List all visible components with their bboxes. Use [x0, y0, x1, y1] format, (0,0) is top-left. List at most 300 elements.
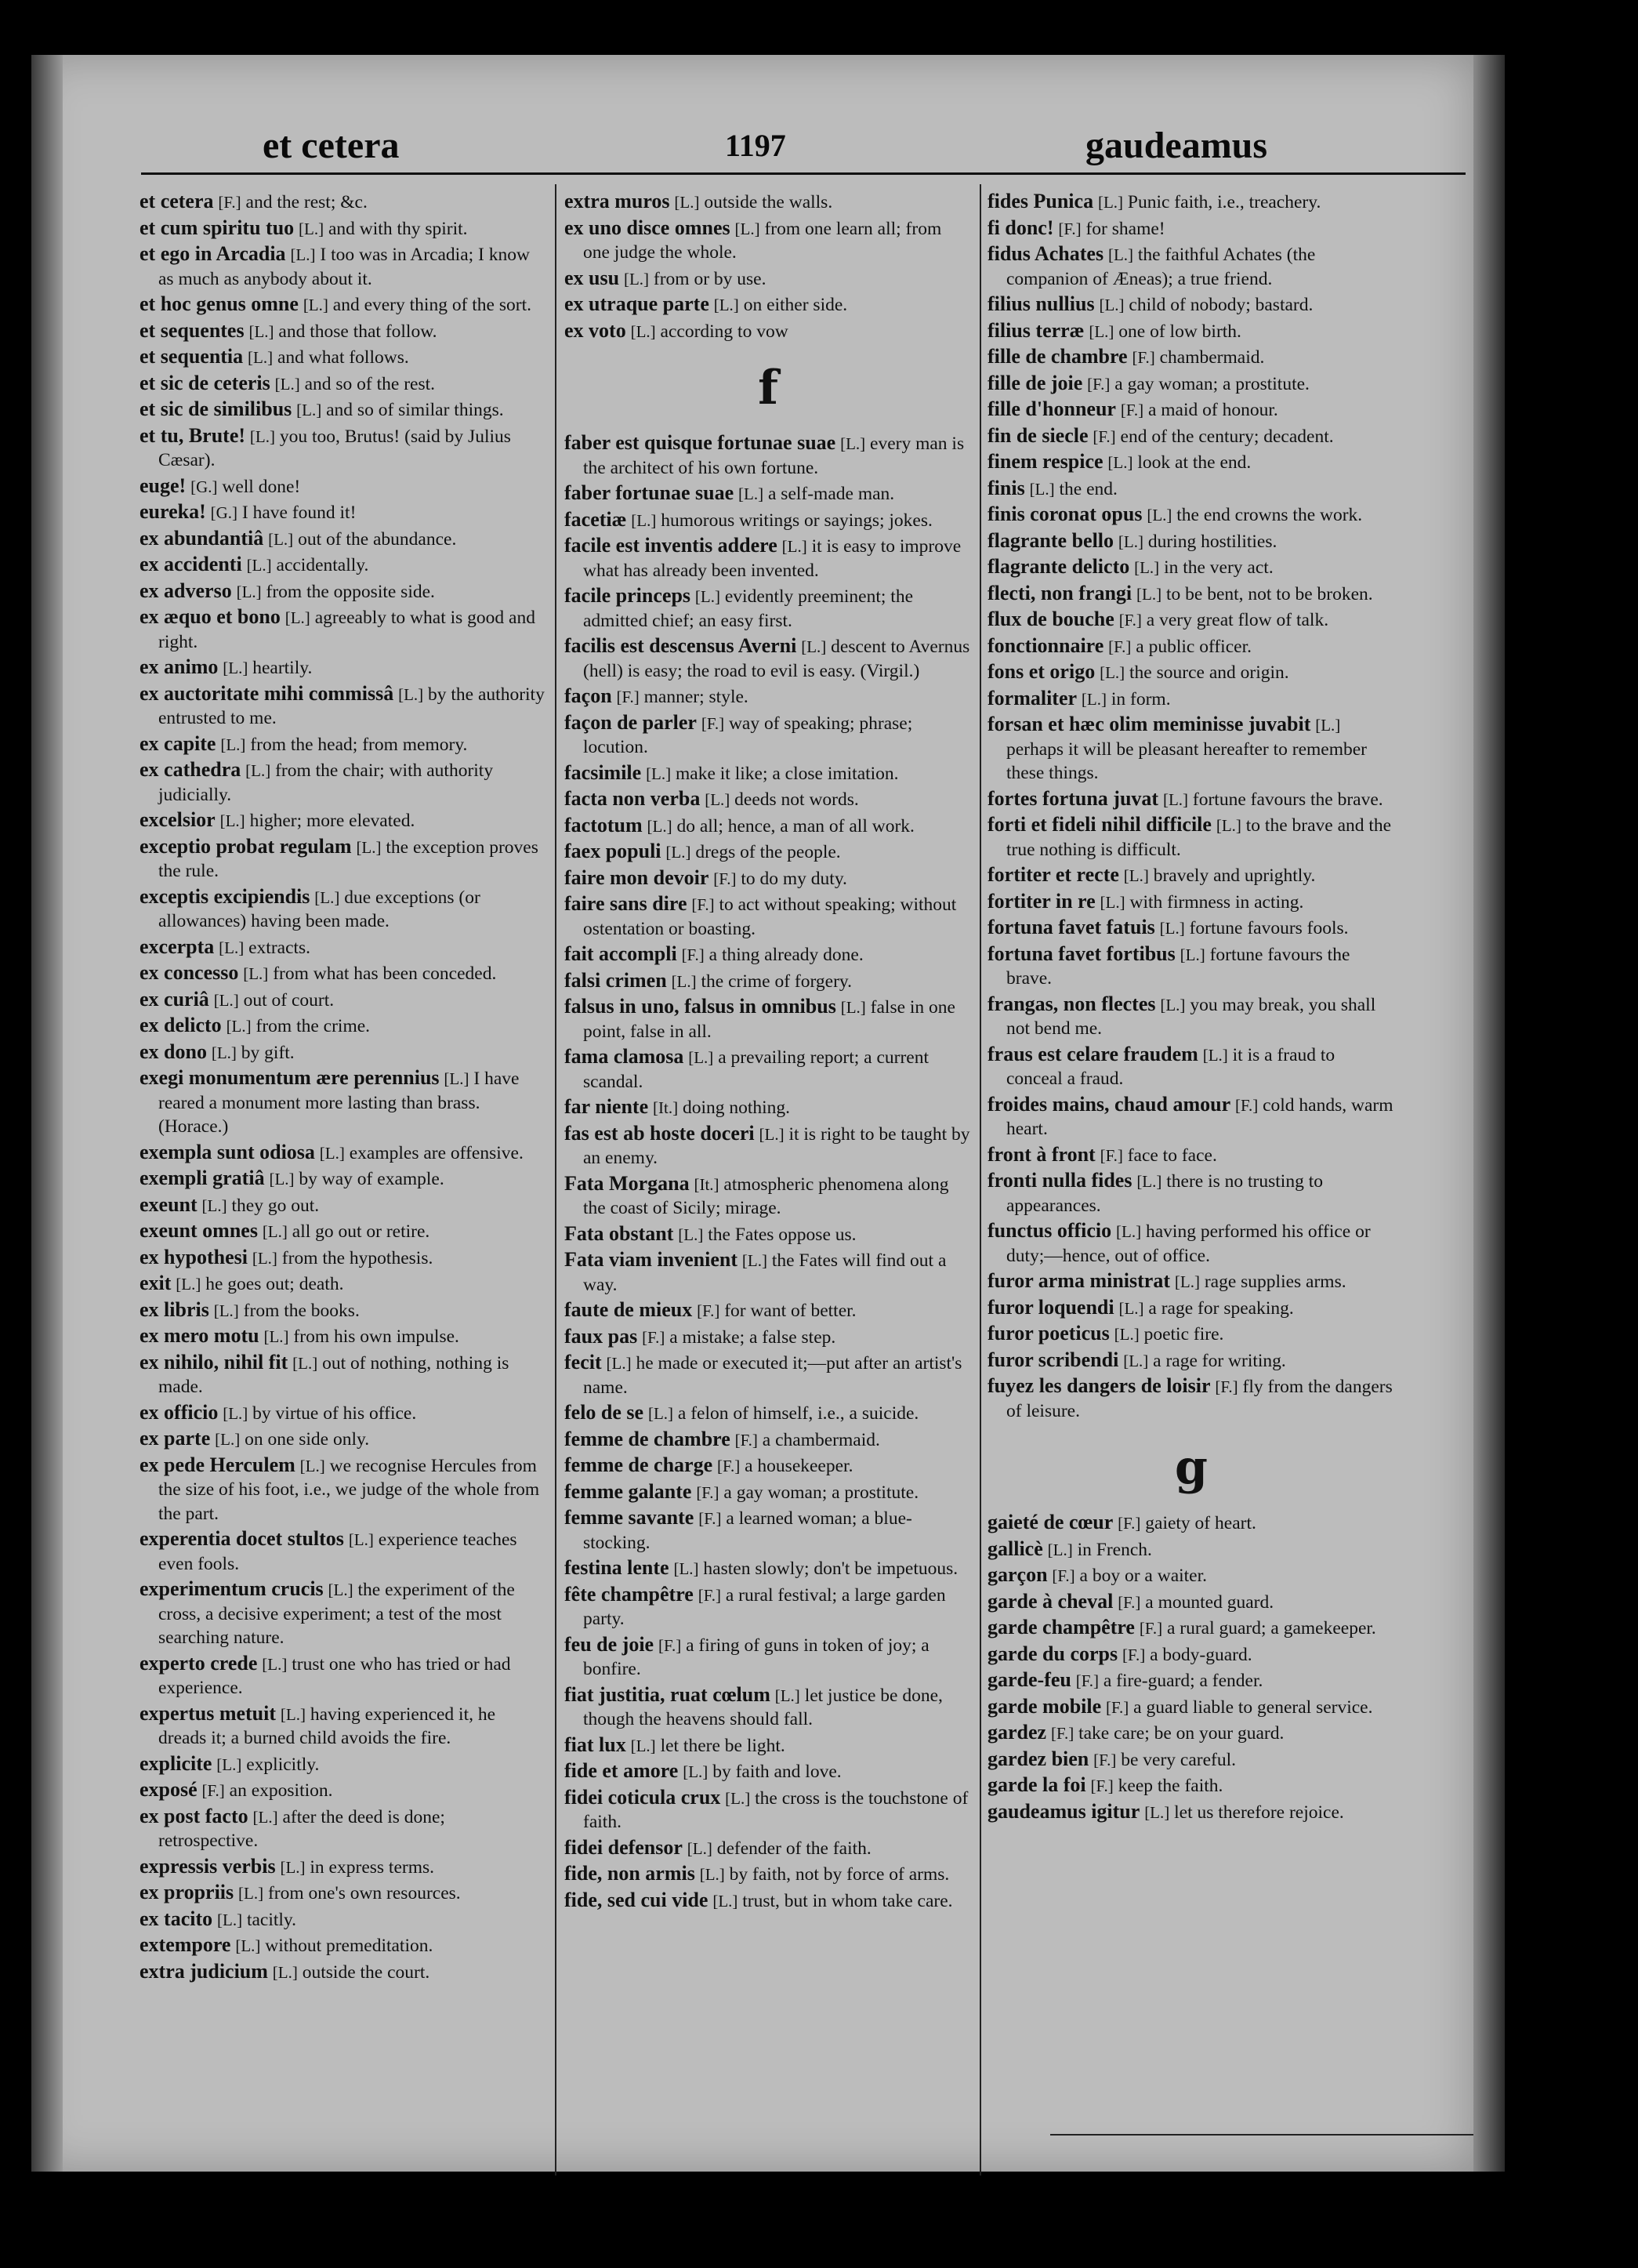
dictionary-entry	[140, 345, 547, 370]
entry-language-tag: [L.]	[1099, 296, 1125, 314]
entry-language-tag: [L.]	[217, 1910, 243, 1929]
entry-language-tag: [L.]	[1162, 789, 1189, 809]
entry-definition: the experiment of the cross, a decisive experiment; a test of the most searching nature.	[158, 1580, 515, 1648]
entry-definition: a guard liable to general service.	[1133, 1696, 1373, 1718]
entry-definition: from the books.	[243, 1300, 360, 1321]
dictionary-entry	[564, 1298, 972, 1323]
entry-headword: furor loquendi	[988, 1295, 1114, 1319]
dictionary-entry	[564, 1453, 972, 1479]
entry-definition: an exposition.	[229, 1780, 333, 1801]
entry-headword: fortes fortuna juvat	[988, 786, 1159, 810]
entry-headword: eureka!	[140, 500, 206, 523]
entry-language-tag: [L.]	[647, 816, 672, 836]
dictionary-entry	[988, 477, 1395, 502]
dictionary-entry	[140, 1427, 547, 1452]
dictionary-entry	[988, 242, 1395, 291]
entry-language-tag: [L.]	[725, 1788, 751, 1808]
entry-language-tag: [L.]	[1160, 995, 1186, 1014]
entry-definition: during hostilities.	[1147, 531, 1277, 552]
entry-headword: ex voto	[564, 318, 626, 342]
entry-language-tag: [L.]	[801, 637, 827, 656]
entry-definition: the cross is the touchstone of faith.	[583, 1787, 969, 1832]
entry-definition: to the brave and the true nothing is difficult.	[1006, 815, 1392, 860]
entry-language-tag: [L.]	[694, 587, 720, 606]
entry-headword: ex dono	[140, 1040, 207, 1063]
entry-definition: defender of the faith.	[716, 1838, 872, 1859]
entry-definition: evidently preeminent; the admitted chief; an easy first.	[583, 586, 913, 631]
entry-definition: it is easy to improve what has already been invented.	[583, 536, 962, 581]
dictionary-entry	[564, 1786, 972, 1834]
entry-language-tag: [L.]	[630, 1736, 656, 1755]
entry-headword: factotum	[564, 813, 643, 836]
entry-headword: filius terræ	[988, 318, 1085, 342]
dictionary-entry	[988, 1093, 1395, 1141]
dictionary-entry	[988, 292, 1395, 318]
entry-language-tag: [L.]	[674, 193, 700, 212]
entry-definition: a gay woman; a prostitute.	[1114, 373, 1310, 394]
entry-language-tag: [G.]	[210, 503, 238, 522]
dictionary-entry	[988, 555, 1395, 580]
dictionary-entry	[564, 1683, 972, 1732]
entry-definition: by the authority entrusted to me.	[158, 684, 545, 728]
entry-language-tag: [L.]	[705, 790, 730, 809]
entry-headword: forsan et hæc olim meminisse juvabit	[988, 713, 1311, 735]
entry-headword: functus officio	[988, 1219, 1112, 1242]
entry-language-tag: [L.]	[299, 219, 324, 238]
entry-headword: fille de joie	[988, 371, 1083, 394]
dictionary-entry	[988, 916, 1395, 941]
entry-language-tag: [L.]	[713, 296, 739, 314]
entry-headword: facilis est descensus Averni	[564, 634, 797, 657]
dictionary-entry	[564, 634, 972, 683]
entry-language-tag: [L.]	[235, 1936, 261, 1955]
dictionary-entry	[564, 481, 972, 506]
entry-language-tag: [L.]	[665, 843, 691, 862]
dictionary-entry	[564, 840, 972, 865]
entry-headword: Fata obstant	[564, 1221, 674, 1245]
entry-headword: fide, non armis	[564, 1862, 695, 1885]
dictionary-entry	[564, 190, 972, 215]
entry-headword: garde mobile	[988, 1694, 1102, 1718]
dictionary-entry	[564, 1351, 972, 1399]
header-rule	[141, 172, 1466, 175]
entry-definition: higher; more elevated.	[249, 811, 415, 831]
entry-language-tag: [L.]	[1100, 663, 1125, 682]
entry-headword: Fata Morgana	[564, 1171, 690, 1195]
entry-language-tag: [L.]	[1081, 689, 1107, 709]
dictionary-entry	[988, 1537, 1395, 1562]
entry-definition: perhaps it will be pleasant hereafter to remember these things.	[1006, 738, 1368, 783]
entry-headword: exceptis excipiendis	[140, 884, 310, 908]
dictionary-entry	[140, 885, 547, 934]
dictionary-entry	[564, 1633, 972, 1682]
entry-language-tag: [L.]	[840, 434, 866, 453]
entry-headword: femme de charge	[564, 1453, 713, 1476]
entry-definition: let us therefore rejoice.	[1174, 1802, 1344, 1823]
entry-definition: humorous writings or sayings; jokes.	[661, 510, 933, 531]
dictionary-entry	[564, 866, 972, 891]
dictionary-entry	[140, 1778, 547, 1803]
entry-language-tag: [L.]	[252, 1807, 278, 1827]
entry-language-tag: [F.]	[1093, 1750, 1117, 1769]
dictionary-entry	[564, 267, 972, 292]
entry-headword: ex libris	[140, 1297, 209, 1321]
entry-definition: a firing of guns in token of joy; a bonfire.	[583, 1635, 930, 1679]
dictionary-entry	[564, 1506, 972, 1555]
dictionary-entry	[140, 1014, 547, 1039]
dictionary-entry	[564, 1248, 972, 1297]
entry-definition: from the opposite side.	[266, 581, 435, 602]
entry-headword: fraus est celare fraudem	[988, 1042, 1198, 1065]
entry-language-tag: [L.]	[314, 887, 340, 907]
entry-headword: facile est inventis addere	[564, 534, 777, 557]
entry-language-tag: [L.]	[1174, 1272, 1200, 1291]
entry-language-tag: [F.]	[698, 1585, 721, 1605]
entry-definition: from his own impulse.	[293, 1326, 459, 1347]
entry-headword: experto crede	[140, 1651, 258, 1675]
entry-language-tag: [It.]	[653, 1098, 679, 1117]
dictionary-entry	[564, 431, 972, 480]
dictionary-entry	[988, 1590, 1395, 1615]
dictionary-entry	[988, 687, 1395, 712]
entry-language-tag: [L.]	[272, 1962, 298, 1982]
entry-definition: a chambermaid.	[762, 1429, 880, 1450]
entry-headword: faute de mieux	[564, 1298, 693, 1321]
entry-definition: poetic fire.	[1143, 1324, 1224, 1344]
entry-language-tag: [L.]	[319, 1143, 345, 1163]
entry-headword: ex pede Herculem	[140, 1453, 295, 1476]
entry-definition: a maid of honour.	[1147, 400, 1278, 420]
entry-language-tag: [L.]	[284, 608, 310, 627]
entry-language-tag: [F.]	[642, 1327, 665, 1347]
entry-definition: from one learn all; from one judge the whole.	[583, 218, 942, 263]
entry-headword: fortuna favet fatuis	[988, 916, 1155, 938]
entry-headword: excelsior	[140, 808, 216, 831]
entry-headword: exempla sunt odiosa	[140, 1140, 315, 1163]
entry-language-tag: [L.]	[292, 1353, 318, 1373]
entry-language-tag: [L.]	[759, 1124, 785, 1144]
entry-headword: felo de se	[564, 1401, 644, 1424]
entry-language-tag: [L.]	[781, 537, 807, 556]
dictionary-entry	[988, 529, 1395, 554]
dictionary-entry	[564, 1172, 972, 1221]
entry-language-tag: [L.]	[274, 374, 300, 394]
dictionary-entry	[564, 1862, 972, 1887]
entry-language-tag: [L.]	[1180, 945, 1205, 964]
entry-language-tag: [L.]	[1118, 1298, 1144, 1318]
entry-definition: on one side only.	[245, 1429, 370, 1450]
entry-headword: facta non verba	[564, 787, 701, 810]
entry-language-tag: [F.]	[1087, 374, 1111, 394]
entry-language-tag: [L.]	[1159, 919, 1185, 938]
entry-language-tag: [F.]	[658, 1635, 682, 1655]
entry-language-tag: [F.]	[1050, 1724, 1074, 1743]
dictionary-entry	[140, 1453, 547, 1526]
entry-headword: ex hypothesi	[140, 1245, 248, 1268]
dictionary-entry	[140, 1752, 547, 1777]
entry-headword: exegi monumentum ære perennius	[140, 1066, 440, 1089]
entry-definition: well done!	[222, 476, 301, 497]
entry-headword: et hoc genus omne	[140, 292, 299, 315]
entry-definition: fly from the dangers of leisure.	[1006, 1377, 1393, 1421]
dictionary-entry	[140, 1855, 547, 1880]
entry-headword: fonctionnaire	[988, 633, 1104, 657]
entry-language-tag: [L.]	[712, 1891, 738, 1911]
entry-definition: I have found it!	[241, 503, 357, 523]
entry-definition: a thing already done.	[708, 945, 864, 965]
entry-headword: ex uno disce omnes	[564, 216, 730, 239]
entry-language-tag: [F.]	[1093, 426, 1116, 446]
entry-definition: a fire-guard; a fender.	[1103, 1671, 1263, 1691]
entry-language-tag: [L.]	[738, 484, 764, 503]
entry-language-tag: [L.]	[1216, 816, 1241, 835]
entry-headword: garde du corps	[988, 1642, 1118, 1665]
entry-headword: garde à cheval	[988, 1589, 1114, 1613]
entry-definition: by gift.	[241, 1042, 295, 1063]
dictionary-entry	[140, 1881, 547, 1906]
entry-headword: et ego in Arcadia	[140, 242, 286, 265]
entry-definition: I too was in Arcadia; I know as much as anybody about it.	[158, 245, 530, 289]
entry-definition: and so of the rest.	[304, 373, 435, 394]
entry-language-tag: [L.]	[630, 321, 656, 341]
entry-language-tag: [L.]	[741, 1251, 767, 1270]
entry-headword: expertus metuit	[140, 1701, 277, 1725]
entry-headword: fille d'honneur	[988, 397, 1116, 420]
entry-language-tag: [F.]	[1122, 1645, 1146, 1664]
entry-headword: frangas, non flectes	[988, 992, 1156, 1015]
dictionary-entry	[140, 935, 547, 960]
entry-headword: experimentum crucis	[140, 1577, 324, 1600]
dictionary-entry	[564, 1836, 972, 1861]
entry-definition: accidentally.	[276, 555, 369, 575]
entry-definition: according to vow	[660, 321, 788, 342]
dictionary-entry	[564, 1428, 972, 1453]
dictionary-entry	[140, 1960, 547, 1985]
dictionary-entry	[988, 1721, 1395, 1746]
entry-headword: flagrante bello	[988, 528, 1114, 552]
dictionary-entry	[988, 890, 1395, 915]
entry-headword: gaudeamus igitur	[988, 1799, 1140, 1823]
entry-definition: a very great flow of talk.	[1146, 610, 1329, 630]
entry-language-tag: [L.]	[176, 1275, 201, 1294]
entry-headword: exposé	[140, 1778, 198, 1801]
dictionary-entry	[140, 835, 547, 884]
dictionary-entry	[140, 1141, 547, 1166]
entry-language-tag: [L.]	[220, 735, 246, 754]
entry-definition: for want of better.	[724, 1301, 857, 1321]
entry-language-tag: [L.]	[1147, 506, 1172, 524]
dictionary-entry	[564, 216, 972, 265]
entry-definition: from one's own resources.	[267, 1883, 461, 1903]
dictionary-entry	[564, 1325, 972, 1350]
entry-headword: exceptio probat regulam	[140, 834, 352, 858]
dictionary-entry	[988, 634, 1395, 659]
entry-language-tag: [L.]	[296, 401, 322, 419]
dictionary-entry	[988, 1747, 1395, 1773]
dictionary-entry	[140, 732, 547, 757]
entry-definition: in form.	[1111, 688, 1171, 709]
entry-definition: do all; hence, a man of all work.	[676, 815, 915, 836]
entry-language-tag: [L.]	[215, 1430, 241, 1449]
entry-headword: furor scribendi	[988, 1348, 1119, 1371]
dictionary-entry	[988, 1695, 1395, 1720]
entry-language-tag: [L.]	[734, 219, 760, 238]
entry-definition: child of nobody; bastard.	[1129, 295, 1314, 315]
entry-definition: end of the century; decadent.	[1120, 426, 1334, 447]
dictionary-entry	[140, 216, 547, 241]
entry-definition: examples are offensive.	[349, 1142, 524, 1163]
entry-headword: fortiter in re	[988, 889, 1096, 913]
dictionary-entry	[988, 1800, 1395, 1825]
entry-language-tag: [L.]	[356, 837, 382, 857]
entry-definition: from or by use.	[653, 268, 766, 289]
book-spine-edge	[1473, 55, 1505, 2172]
dictionary-entry	[564, 1759, 972, 1784]
entry-language-tag: [L.]	[687, 1838, 712, 1858]
entry-headword: ex curiâ	[140, 987, 209, 1011]
entry-definition: a learned woman; a blue-stocking.	[583, 1508, 912, 1553]
entry-headword: fidei defensor	[564, 1835, 683, 1859]
entry-language-tag: [F.]	[691, 895, 715, 914]
entry-headword: ex adverso	[140, 579, 232, 602]
entry-headword: fin de siecle	[988, 423, 1089, 447]
entry-language-tag: [L.]	[1123, 866, 1149, 885]
entry-definition: with firmness in acting.	[1129, 891, 1304, 913]
entry-definition: outside the court.	[302, 1961, 430, 1983]
entry-headword: front à front	[988, 1142, 1096, 1166]
entry-definition: outside the walls.	[704, 192, 833, 212]
entry-language-tag: [F.]	[1075, 1671, 1099, 1690]
entry-headword: falsus in uno, falsus in omnibus	[564, 995, 836, 1018]
entry-definition: from the hypothesis.	[281, 1247, 433, 1268]
entry-headword: ex officio	[140, 1400, 219, 1424]
dictionary-entry	[140, 242, 547, 291]
entry-headword: femme savante	[564, 1506, 694, 1529]
entry-language-tag: [L.]	[1123, 1351, 1149, 1370]
entry-headword: festina lente	[564, 1556, 669, 1579]
entry-headword: facile princeps	[564, 584, 691, 607]
entry-definition: manner; style.	[643, 687, 748, 707]
entry-headword: facsimile	[564, 760, 642, 784]
entry-language-tag: [L.]	[774, 1686, 800, 1705]
entry-headword: fête champêtre	[564, 1582, 694, 1606]
entry-language-tag: [F.]	[1118, 1514, 1141, 1533]
entry-headword: fama clamosa	[564, 1045, 684, 1068]
entry-definition: due exceptions (or allowances) having been made.	[158, 887, 480, 931]
running-head-right: gaudeamus	[1085, 125, 1268, 166]
dictionary-entry	[564, 534, 972, 582]
entry-headword: extempore	[140, 1933, 231, 1956]
entry-definition: for shame!	[1085, 218, 1165, 239]
entry-headword: faire sans dire	[564, 892, 687, 915]
entry-language-tag: [L.]	[216, 1755, 242, 1774]
entry-headword: fide, sed cui vide	[564, 1888, 708, 1911]
entry-headword: gallicè	[988, 1537, 1043, 1560]
entry-language-tag: [L.]	[226, 1017, 252, 1036]
entry-definition: cold hands, warm heart.	[1006, 1094, 1393, 1139]
dictionary-entry	[564, 1583, 972, 1631]
dictionary-entry	[988, 1348, 1395, 1374]
entry-definition: Punic faith, i.e., treachery.	[1127, 192, 1321, 212]
entry-headword: exempli gratiâ	[140, 1167, 265, 1189]
entry-definition: a prevailing report; a current scandal.	[583, 1047, 930, 1092]
entry-definition: he made or executed it;—put after an artist's name.	[583, 1353, 962, 1398]
dictionary-entry	[988, 450, 1395, 475]
entry-headword: ex abundantiâ	[140, 526, 264, 550]
entry-definition: face to face.	[1127, 1145, 1217, 1166]
entry-definition: a rural guard; a gamekeeper.	[1166, 1618, 1376, 1638]
dictionary-entry	[564, 1045, 972, 1094]
dictionary-entry	[988, 372, 1395, 397]
entry-headword: ex cathedra	[140, 758, 241, 781]
entry-definition: from the head; from memory.	[250, 734, 468, 755]
entry-language-tag: [L.]	[1107, 453, 1133, 472]
dictionary-entry	[140, 1702, 547, 1751]
dictionary-entry	[140, 1527, 547, 1576]
dictionary-entry	[140, 1577, 547, 1650]
column-3	[988, 190, 1395, 2173]
entry-headword: gardez	[988, 1721, 1047, 1744]
entry-headword: gardez bien	[988, 1747, 1089, 1770]
entry-language-tag: [L.]	[623, 269, 650, 288]
dictionary-entry	[988, 660, 1395, 685]
dictionary-entry	[140, 424, 547, 473]
page-number: 1197	[725, 128, 786, 163]
dictionary-entry	[988, 1219, 1395, 1268]
entry-headword: Fata viam invenient	[564, 1248, 737, 1271]
dictionary-entry	[988, 216, 1395, 241]
entry-headword: exeunt omnes	[140, 1219, 258, 1242]
entry-definition: having experienced it, he dreads it; a burned child avoids the fire.	[158, 1704, 496, 1748]
entry-language-tag: [L.]	[299, 1456, 325, 1475]
dictionary-entry	[140, 1167, 547, 1192]
entry-headword: ex nihilo, nihil fit	[140, 1350, 288, 1374]
entry-headword: ex accidenti	[140, 553, 242, 575]
entry-headword: froides mains, chaud amour	[988, 1092, 1231, 1116]
entry-headword: fidei coticula crux	[564, 1785, 721, 1809]
dictionary-entry	[988, 787, 1395, 812]
entry-definition: look at the end.	[1137, 452, 1252, 473]
entry-definition: a gay woman; a prostitute.	[723, 1482, 919, 1503]
entry-definition: the end crowns the work.	[1176, 505, 1363, 525]
entry-language-tag: [L.]	[328, 1580, 353, 1599]
dictionary-entry	[988, 1374, 1395, 1423]
dictionary-entry	[564, 892, 972, 941]
entry-headword: fas est ab hoste doceri	[564, 1121, 755, 1145]
dictionary-entry	[140, 961, 547, 986]
entry-headword: fide et amore	[564, 1759, 679, 1782]
entry-language-tag: [L.]	[688, 1048, 714, 1067]
entry-definition: extracts.	[248, 937, 311, 958]
entry-definition: we recognise Hercules from the size of his foot, i.e., we judge of the whole from the part.	[158, 1455, 540, 1524]
dictionary-entry	[140, 655, 547, 680]
dictionary-entry	[988, 1143, 1395, 1168]
dictionary-entry	[140, 319, 547, 344]
entry-language-tag: [L.]	[236, 582, 262, 601]
entry-headword: faber fortunae suae	[564, 481, 734, 504]
entry-language-tag: [L.]	[219, 938, 245, 957]
section-letter: f	[758, 361, 778, 415]
entry-definition: and the rest; &c.	[245, 192, 368, 212]
entry-headword: fortuna favet fortibus	[988, 942, 1176, 965]
entry-language-tag: [F.]	[1118, 1592, 1141, 1612]
entry-headword: ex delicto	[140, 1014, 222, 1036]
dictionary-entry	[140, 1219, 547, 1244]
entry-language-tag: [F.]	[616, 688, 640, 706]
dictionary-entry	[988, 397, 1395, 423]
entry-language-tag: [L.]	[268, 529, 294, 549]
entry-language-tag: [L.]	[269, 1170, 295, 1188]
